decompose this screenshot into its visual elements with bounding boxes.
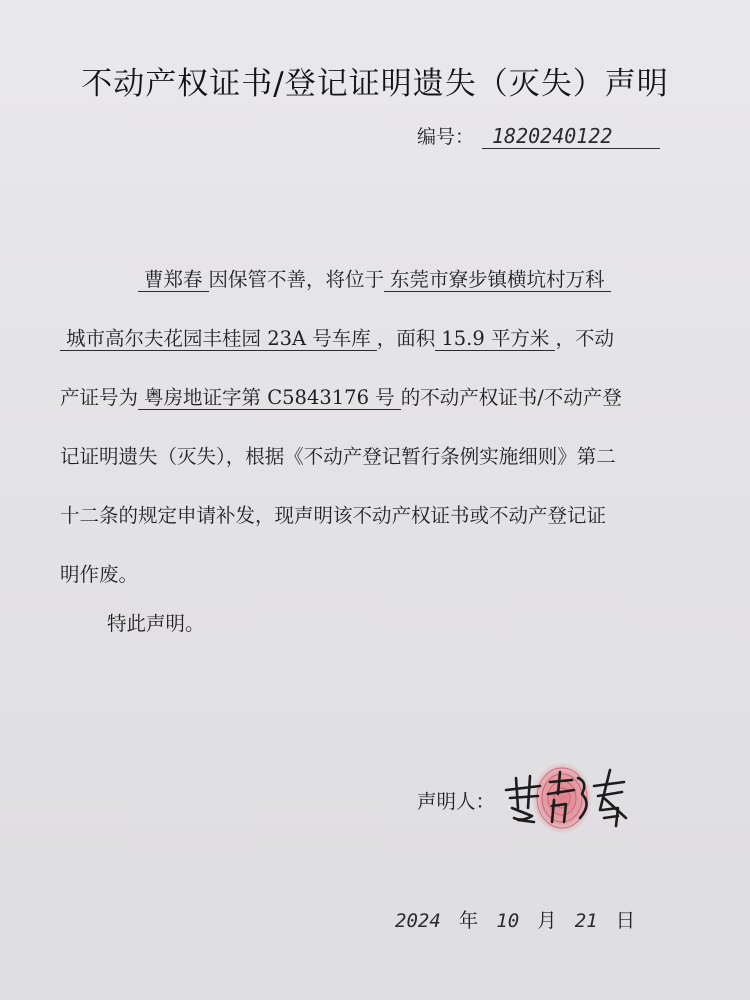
body-line-3 (60, 368, 700, 427)
serial-number: 1820240122 (482, 124, 660, 149)
body-text-segment: 的不动产权证书/不动产登 (400, 386, 622, 409)
property-address-part2: 城市高尔夫花园丰桂园 23A 号车库 (60, 327, 377, 351)
document-title: 不动产权证书/登记证明遗失（灭失）声明 (81, 66, 669, 102)
body-line-6: 明作废。 (60, 563, 139, 586)
date-day-unit: 日 (615, 909, 636, 932)
declaration-body (60, 250, 700, 604)
serial-label: 编号： (417, 126, 475, 148)
date-year: 2024 (395, 910, 441, 932)
body-line-2 (60, 309, 700, 368)
declarant-label: 声明人： (417, 790, 496, 813)
handwritten-signature (502, 760, 632, 840)
body-text-segment: ，面积 (376, 327, 436, 350)
serial-number-row (417, 122, 660, 149)
red-fingerprint-mark (532, 762, 592, 834)
body-text-segment: 产证号为 (60, 386, 139, 409)
body-text-segment: ，不动 (555, 327, 614, 350)
date-day: 21 (574, 910, 598, 932)
property-address-part1: 东莞市寮步镇横坑村万科 (384, 268, 611, 292)
body-line-1 (60, 250, 700, 309)
property-area: 15.9 平方米 (435, 327, 555, 351)
owner-name: 曹郑春 (138, 268, 209, 292)
date-month-unit: 月 (537, 909, 557, 932)
body-text-segment: 因保管不善，将位于 (208, 268, 385, 291)
declaration-date (395, 905, 653, 933)
body-line-5: 十二条的规定申请补发，现声明该不动产权证书或不动产登记证 (60, 504, 607, 527)
body-line-4: 记证明遗失（灭失），根据《不动产登记暂行条例实施细则》第二 (60, 445, 616, 468)
date-year-unit: 年 (458, 909, 479, 932)
date-month: 10 (496, 910, 520, 932)
certificate-number: 粤房地证字第 C5843176 号 (138, 386, 401, 410)
closing-statement: 特此声明。 (107, 612, 205, 635)
